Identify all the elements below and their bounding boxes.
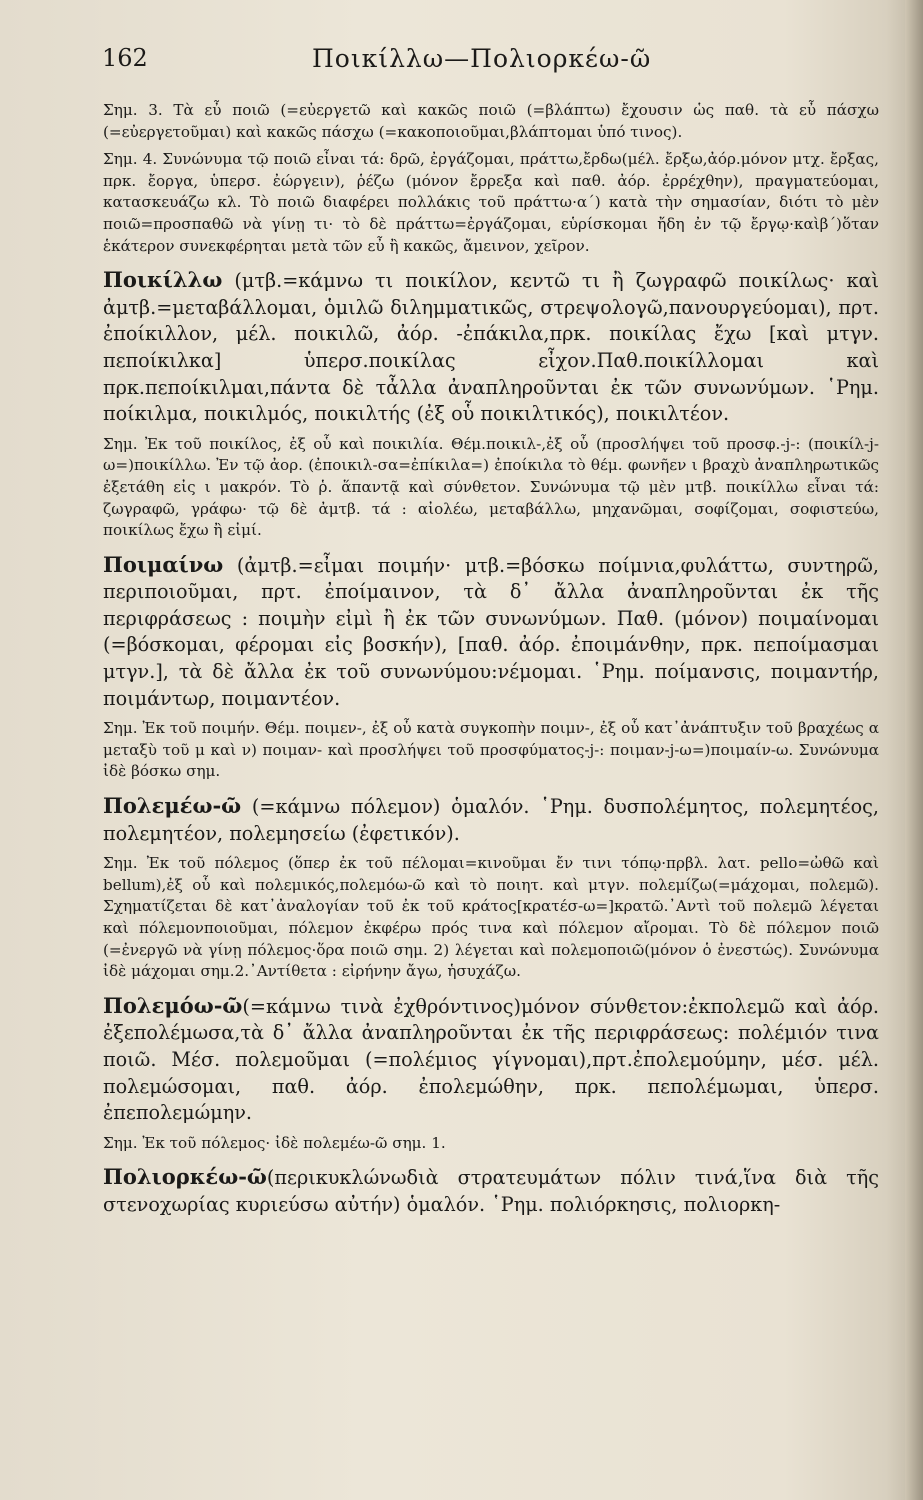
note-block: Σημ. Ἐκ τοῦ ποικίλος, ἐξ οὗ καὶ ποικιλία. Θέμ.ποικιλ-,ἐξ οὗ (προσλήψει τοῦ προσφ.-j-: (ποικίλ-j-ω=)ποικίλλω. Ἐν τῷ ἀορ. (ἐποικιλ-σα=ἐπίκιλα=) ἐποίκιλα τὸ θέμ. φωνῆεν ι βραχὺ ἀναπληρωτικῶς ἐξετάθη εἰς ι μακρόν. Τὸ ῥ. ἅπαντᾷ καὶ σύνθετον. Συνώνυμα τῷ μὲν μτβ. ποικίλλω εἶναι τά: ζωγραφῶ, γράφω· τῷ δὲ ἀμτβ. τά : αἰολέω, μεταβάλλω, μηχανῶμαι, σοφίζομαι, σοφιστεύω, ποικίλως ἔχω ἢ εἰμί. [103,434,879,540]
dictionary-content [103,100,879,1219]
entry-body: (=κάμνω τινὰ ἐχθρόντινος)μόνον σύνθετον:ἐκπολεμῶ καὶ ἀόρ. ἐξεπολέμωσα,τὰ δ᾽ ἄλλα ἀναπληροῦνται ἐκ τῆς περιφράσεως: πολέμιόν τινα ποιῶ. Μέσ. πολεμοῦμαι (=πολέμιος γίγνομαι),πρτ.ἐπολεμούμην, μέσ. μέλ. πολεμώσομαι, παθ. ἀόρ. ἐπολεμώθην, πρκ. πεπολέμωμαι, ὑπερσ. ἐπεπολεμώμην. [103,994,879,1125]
entry-body: (=κάμνω πόλεμον) ὁμαλόν. ῾Ρημ. δυσπολέμητος, πολεμητέος, πολεμητέον, πολεμησείω (ἐφετικόν). [103,795,879,845]
note-block: Σημ. Ἐκ τοῦ πόλεμος· ἰδὲ πολεμέω-ῶ σημ. 1. [103,1133,446,1152]
running-head: Ποικίλλω—Πολιορκέω-ῶ [312,44,652,73]
note-block: Σημ. Ἐκ τοῦ πόλεμος (ὅπερ ἐκ τοῦ πέλομαι=κινοῦμαι ἔν τινι τόπῳ·πρβλ. λατ. pello=ὠθῶ καὶ bellum),ἐξ οὗ καὶ πολεμικός,πολεμόω-ῶ καὶ τὸ ποιητ. καὶ μτγν. πολεμίζω(=μάχομαι, πολεμῶ). Σχηματίζεται δὲ κατ᾽ἀναλογίαν τοῦ ἐκ τοῦ κράτος[κρατέσ-ω=]κρατῶ.᾽Αντὶ τοῦ πολεμῶ λέγεται καὶ πόλεμονποιοῦμαι, πόλεμον ἐκφέρω πρός τινα καὶ πόλεμον αἴρομαι. Τὸ δὲ πόλεμον ποιῶ (=ἐνεργῶ νὰ γίνῃ πόλεμος·ὅρα ποιῶ σημ. 2) λέγεται καὶ πολεμοποιῶ(μόνον ὁ ἐνεστώς). Συνώνυμα ἰδὲ μάχομαι σημ.2.᾽Αντίθετα : εἰρήνην ἄγω, ἡσυχάζω. [103,854,879,981]
entry-body: (μτβ.=κάμνω τι ποικίλον, κεντῶ τι ἢ ζωγραφῶ ποικίλως· καὶ ἀμτβ.=μεταβάλλομαι, ὁμιλῶ διλημματικῶς, στρεψολογῶ,πανουργεύομαι), πρτ. ἐποίκιλλον, μέλ. ποικιλῶ, ἀόρ. -ἐπάκιλα,πρκ. ποικίλας ἔχω [καὶ μτγν. πεποίκιλκα] ὑπερσ.ποικίλας εἶχον.Παθ.ποικίλλομαι καὶ πρκ.πεποίκιλμαι,πάντα δὲ τἆλλα ἀναπληροῦνται ἐκ τῶν συνωνύμων. ῾Ρημ. ποίκιλμα, ποικιλμός, ποικιλτής (ἐξ οὗ ποικιλτικός), ποικιλτέον. [103,269,879,426]
entry-headword: Πολεμόω-ῶ [103,992,243,1018]
dictionary-entry [103,1164,879,1218]
entry-headword: Ποικίλλω [103,267,223,293]
book-spine-edge [905,0,923,1500]
note-block: Σημ. 4. Συνώνυμα τῷ ποιῶ εἶναι τά: δρῶ, ἐργάζομαι, πράττω,ἔρδω(μέλ. ἔρξω,ἀόρ.μόνον μτχ. ἔρξας, πρκ. ἔοργα, ὑπερσ. ἐώργειν), ῥέζω (μόνον ἔρρεξα καὶ παθ. ἀόρ. ἐρρέχθην), πραγματεύομαι, κατασκευάζω κλ. Τὸ ποιῶ διαφέρει πολλάκις τοῦ πράττω·α΄) κατὰ τὴν σημασίαν, διότι τὸ μὲν ποιῶ=προσπαθῶ νὰ γίνῃ τι· τὸ δὲ πράττω=ἐργάζομαι, εὑρίσκομαι ἤδη ἐν τῷ ἔργῳ·καὶβ΄)ὅταν ἑκάτερον συνεκφέρηται μετὰ τῶν εὖ ἢ κακῶς, ἄμεινον, χεῖρον. [103,150,879,255]
page-header [102,44,872,84]
note-block: Σημ. 3. Τὰ εὖ ποιῶ (=εὐεργετῶ καὶ κακῶς ποιῶ (=βλάπτω) ἔχουσιν ὡς παθ. τὰ εὖ πάσχω (=εὐεργετοῦμαι) καὶ κακῶς πάσχω (=κακοποιοῦμαι,βλάπτομαι ὑπό τινος). [103,101,879,141]
dictionary-entry [103,793,879,847]
entry-headword: Πολεμέω-ῶ [103,793,242,819]
dictionary-entry [103,552,879,713]
note-block: Σημ. Ἐκ τοῦ ποιμήν. Θέμ. ποιμεν-, ἐξ οὗ κατὰ συγκοπὴν ποιμν-, ἐξ οὗ κατ᾽ἀνάπτυξιν τοῦ βραχέως α μεταξὺ τοῦ μ καὶ ν) ποιμαν- καὶ προσλήψει τοῦ προσφύματος-j-: ποιμαν-j-ω=)ποιμαίν-ω. Συνώνυμα ἰδὲ βόσκω σημ. [103,719,879,781]
entry-headword: Ποιμαίνω [103,551,224,577]
dictionary-entry [103,267,879,428]
entry-body: (περικυκλώνωδιὰ στρατευμάτων πόλιν τινά,ἵνα διὰ τῆς στενοχωρίας κυριεύσω αὐτήν) ὁμαλόν. ῾Ρημ. πολιόρκησις, πολιορκη- [103,1166,879,1216]
entry-body: (ἀμτβ.=εἶμαι ποιμήν· μτβ.=βόσκω ποίμνια,φυλάττω, συντηρῶ, περιποιοῦμαι, πρτ. ἐποίμαινον, τὰ δ᾽ ἄλλα ἀναπληροῦνται ἐκ τῆς περιφράσεως : ποιμὴν εἰμὶ ἢ ἐκ τῶν συνωνύμων. Παθ. (μόνον) ποιμαίνομαι (=βόσκομαι, φέρομαι εἰς βοσκήν), [παθ. ἀόρ. ἐποιμάνθην, πρκ. πεποίμασμαι μτγν.], τὰ δὲ ἄλλα ἐκ τοῦ συνωνύμου:νέμομαι. ῾Ρημ. ποίμανσις, ποιμαντήρ, ποιμάντωρ, ποιμαντέον. [103,553,879,710]
entry-headword: Πολιορκέω-ῶ [103,1164,267,1190]
dictionary-entry [103,993,879,1127]
page-number: 162 [102,44,148,72]
